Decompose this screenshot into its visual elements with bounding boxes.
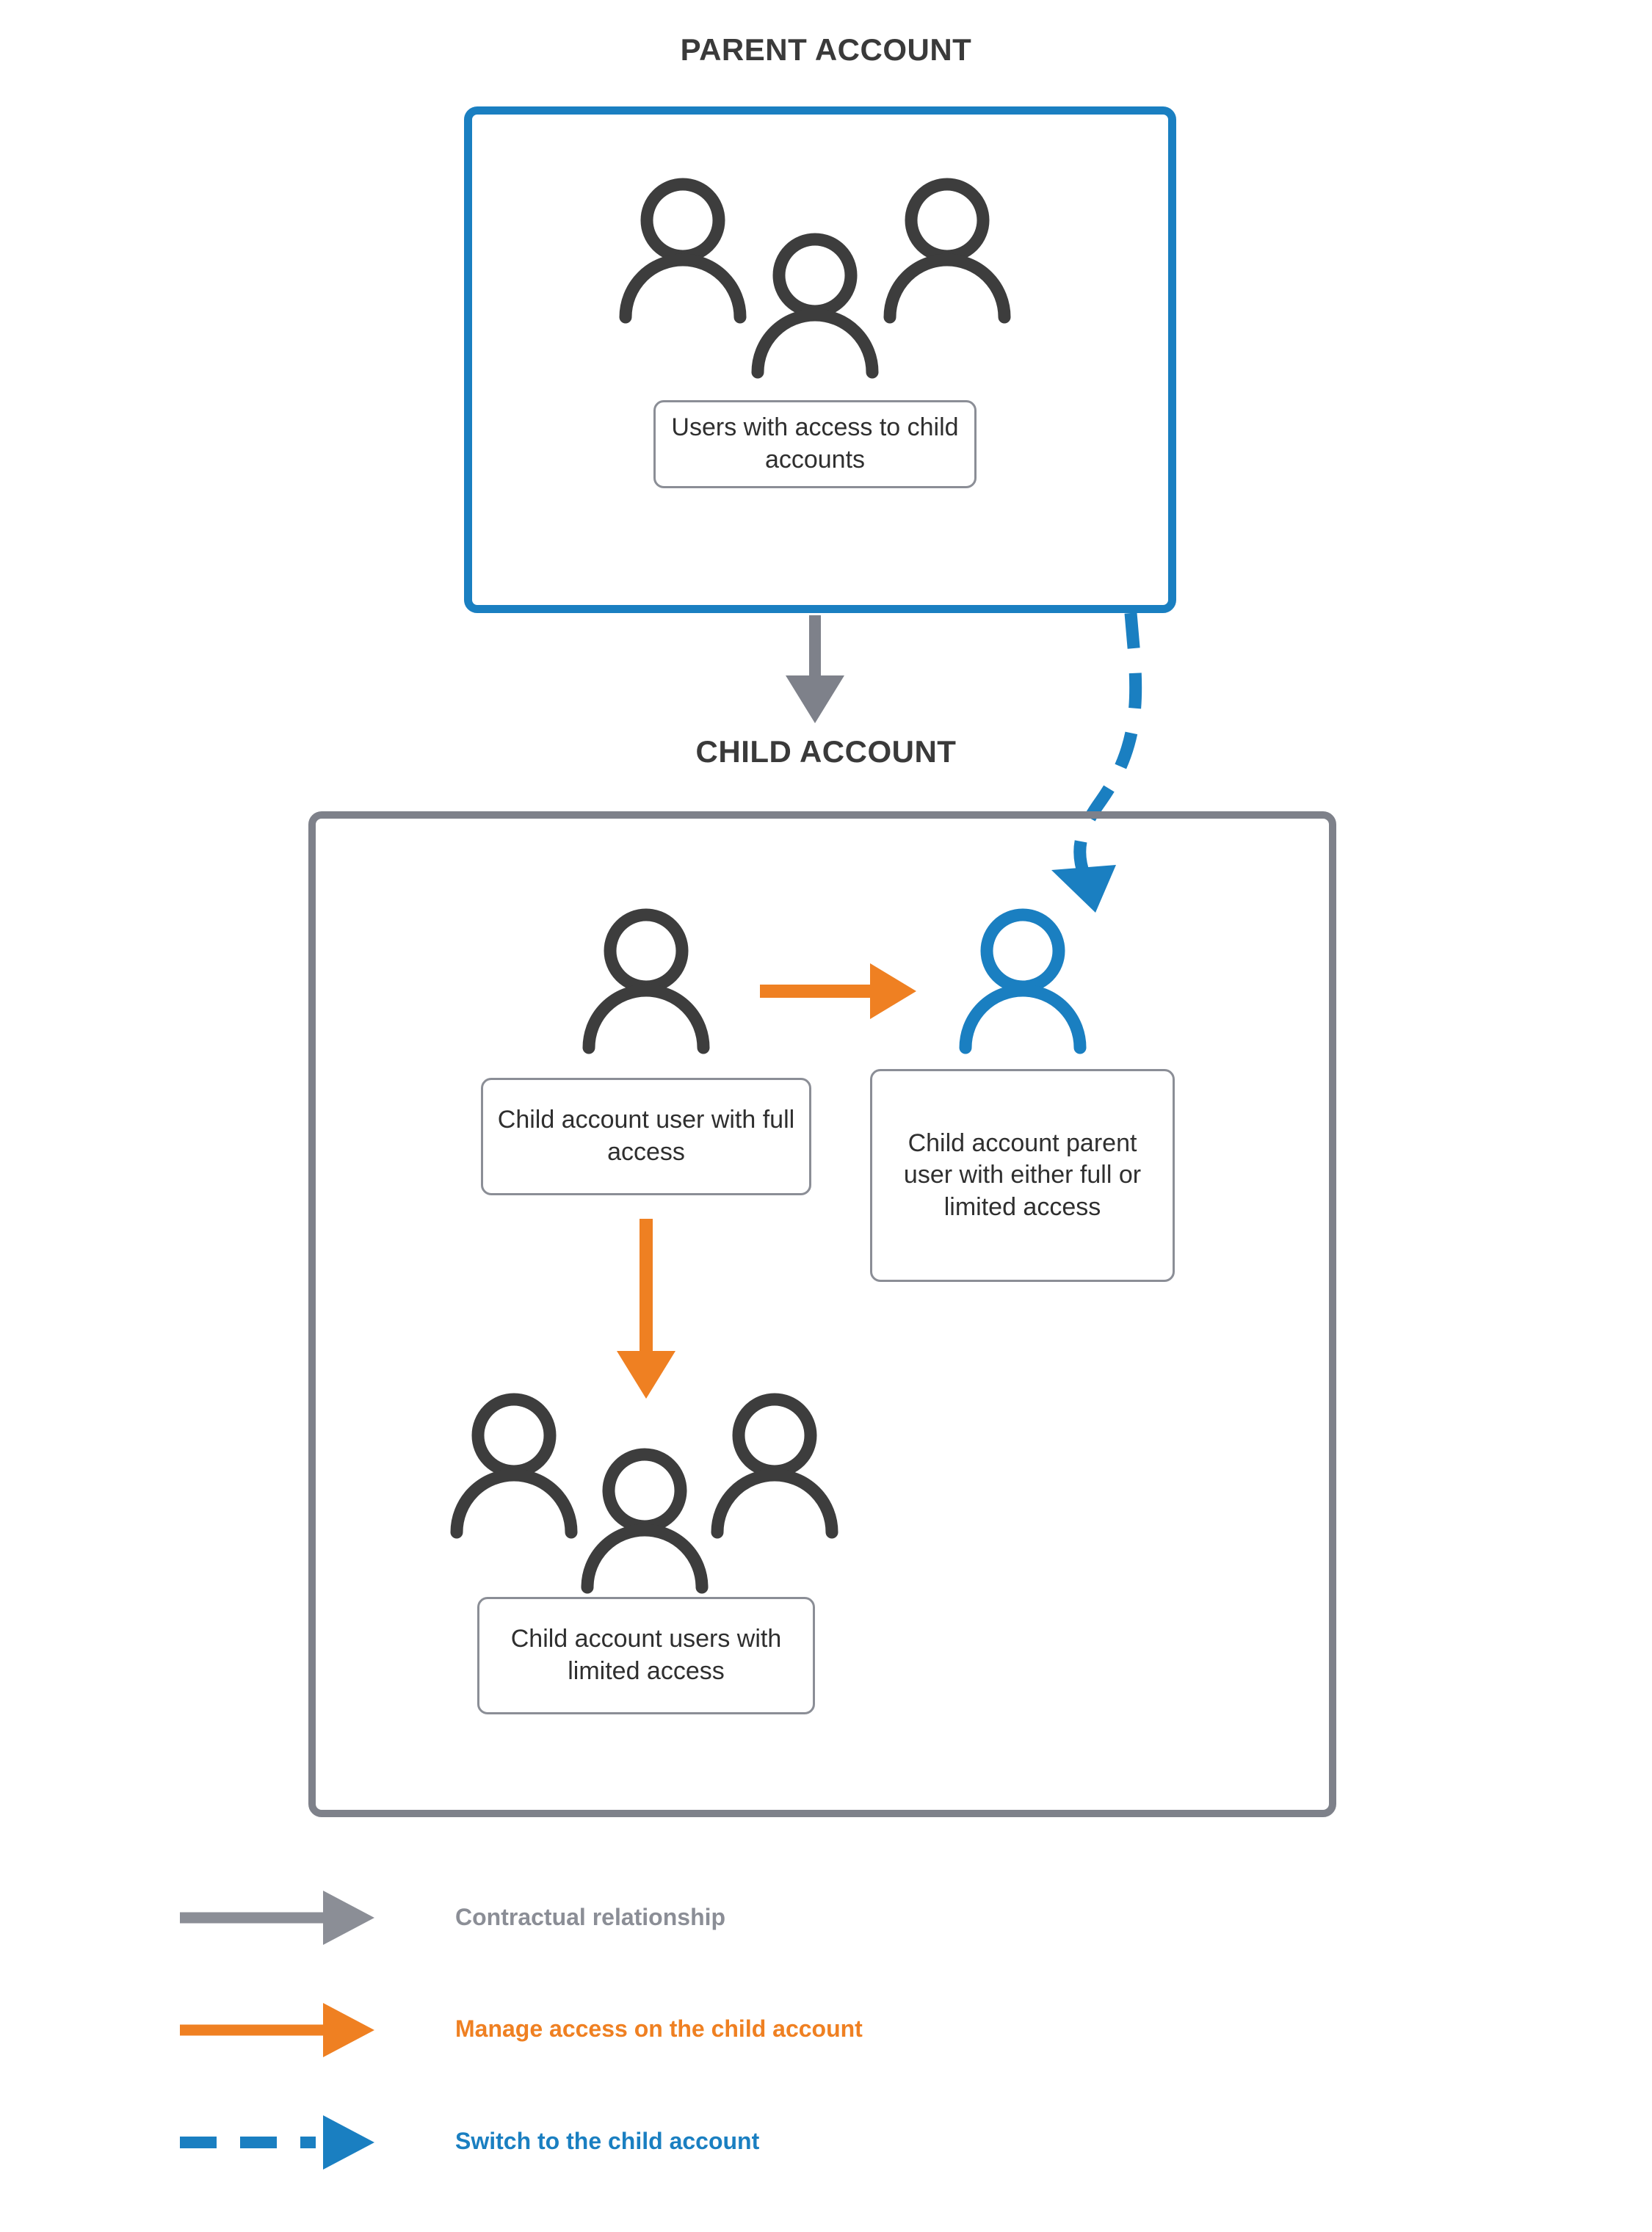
legend-arrow-contractual	[180, 1891, 374, 1945]
legend-label-contractual: Contractual relationship	[455, 1904, 726, 1930]
parent-account-box	[464, 106, 1176, 613]
child-account-title: CHILD ACCOUNT	[695, 734, 957, 769]
legend-label-manage-access: Manage access on the child account	[455, 2015, 863, 2042]
legend-label-switch: Switch to the child account	[455, 2128, 760, 2154]
callout-parent-users: Users with access to child accounts	[653, 400, 977, 488]
legend-arrow-switch	[180, 2115, 374, 2170]
contractual-arrow	[786, 615, 844, 723]
callout-child-parent-user: Child account parent user with either full or limited access	[870, 1069, 1175, 1282]
callout-child-limited-access: Child account users with limited access	[477, 1597, 815, 1714]
legend-arrow-manage-access	[180, 2003, 374, 2057]
parent-account-title: PARENT ACCOUNT	[680, 32, 972, 67]
child-account-box	[308, 811, 1336, 1817]
callout-child-full-access: Child account user with full access	[481, 1078, 811, 1195]
